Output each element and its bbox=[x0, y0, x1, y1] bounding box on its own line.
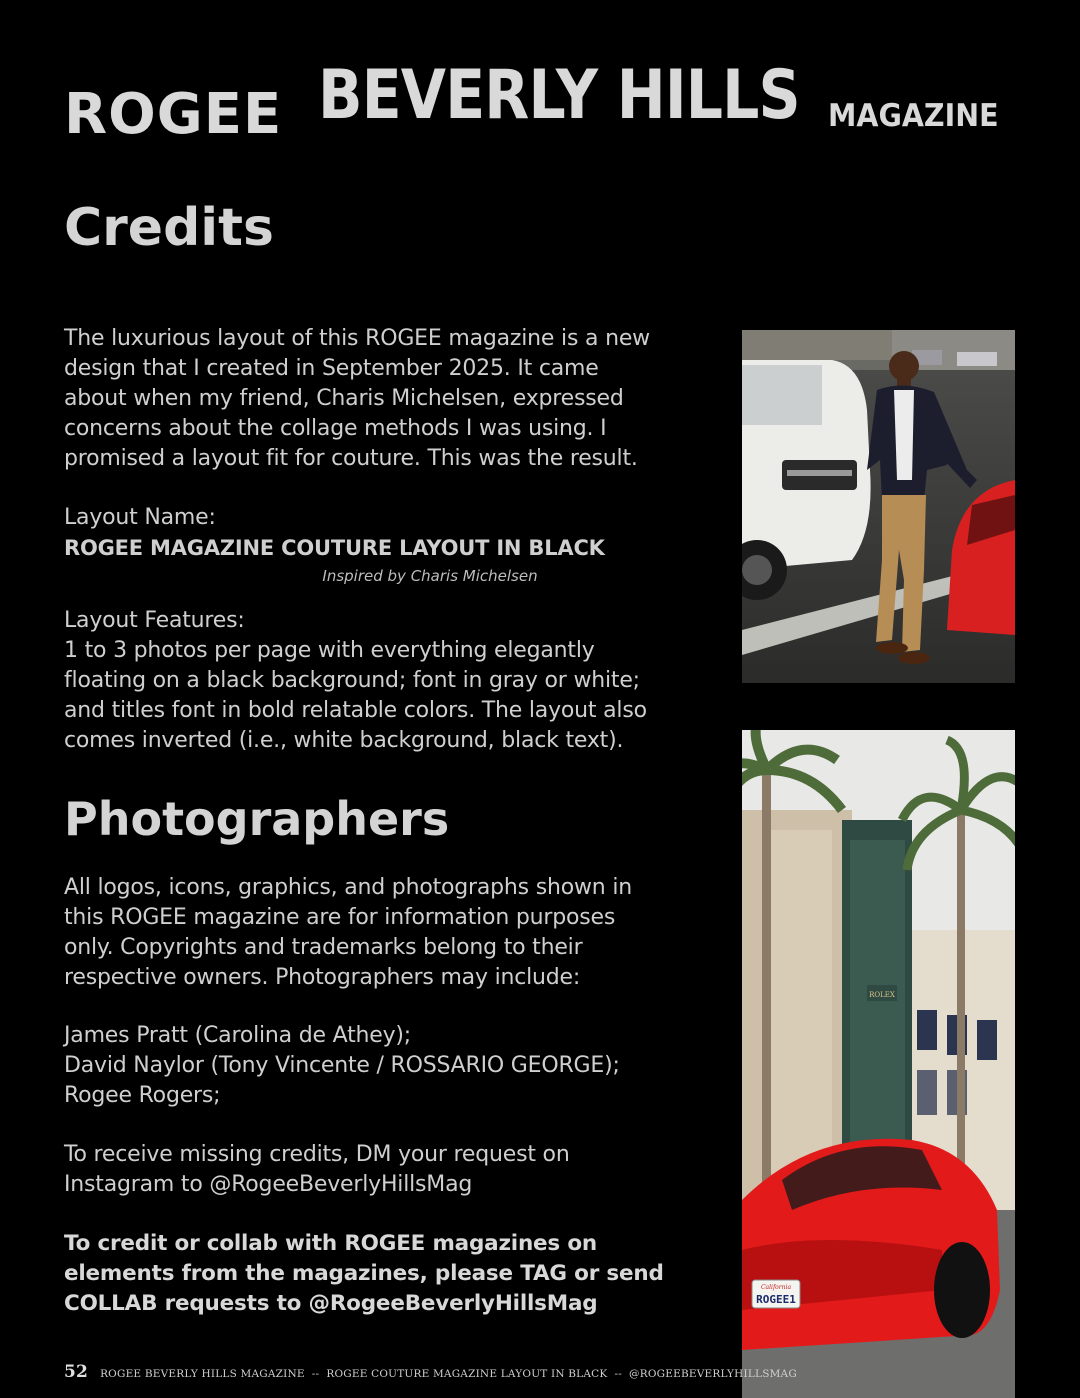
disclaimer-line: only. Copyrights and trademarks belong to their bbox=[64, 935, 583, 960]
disclaimer-line: this ROGEE magazine are for information purposes bbox=[64, 905, 616, 930]
photographer-name: Rogee Rogers; bbox=[64, 1083, 221, 1108]
credits-intro bbox=[64, 324, 724, 474]
photo-man-with-cars bbox=[742, 330, 1015, 683]
collab-line: To credit or collab with ROGEE magazines on bbox=[64, 1231, 597, 1256]
layout-features bbox=[64, 606, 724, 756]
missing-line: Instagram to @RogeeBeverlyHillsMag bbox=[64, 1172, 473, 1197]
masthead-beverly-hills: BEVERLY HILLS bbox=[318, 56, 800, 135]
features-line: comes inverted (i.e., white background, black text). bbox=[64, 728, 624, 753]
missing-credits bbox=[64, 1140, 724, 1200]
features-line: floating on a black background; font in gray or white; bbox=[64, 668, 640, 693]
disclaimer-line: All logos, icons, graphics, and photographs shown in bbox=[64, 875, 632, 900]
features-line: and titles font in bold relatable colors. The layout also bbox=[64, 698, 647, 723]
layout-name-label: Layout Name: bbox=[64, 505, 216, 530]
rolex-sign: ROLEX bbox=[869, 991, 895, 999]
footer-text: ROGEE BEVERLY HILLS MAGAZINE -- ROGEE COUTURE MAGAZINE LAYOUT IN BLACK -- @ROGEEBEVERLYHILLSMAG bbox=[100, 1368, 797, 1380]
plate-state: California bbox=[760, 1284, 792, 1291]
intro-line: concerns about the collage methods I was using. I bbox=[64, 416, 607, 441]
features-label: Layout Features: bbox=[64, 608, 245, 633]
masthead bbox=[64, 56, 1024, 146]
disclaimer-line: respective owners. Photographers may include: bbox=[64, 965, 581, 990]
page-number: 52 bbox=[64, 1362, 89, 1382]
features-line: 1 to 3 photos per page with everything elegantly bbox=[64, 638, 595, 663]
missing-line: To receive missing credits, DM your request on bbox=[64, 1142, 570, 1167]
layout-name: ROGEE MAGAZINE COUTURE LAYOUT IN BLACK bbox=[64, 536, 605, 560]
intro-line: The luxurious layout of this ROGEE magazine is a new bbox=[64, 326, 650, 351]
photo-red-corvette-rodeo bbox=[742, 730, 1015, 1398]
intro-line: promised a layout fit for couture. This was the result. bbox=[64, 446, 638, 471]
license-plate: ROGEE1 bbox=[756, 1293, 796, 1306]
photographers-heading: Photographers bbox=[64, 792, 450, 846]
collab-line: COLLAB requests to @RogeeBeverlyHillsMag bbox=[64, 1291, 598, 1316]
intro-line: design that I created in September 2025. It came bbox=[64, 356, 599, 381]
masthead-rogee: ROGEE bbox=[64, 82, 283, 147]
footer bbox=[64, 1362, 1024, 1382]
collab-request bbox=[64, 1229, 724, 1319]
collab-line: elements from the magazines, please TAG or send bbox=[64, 1261, 664, 1286]
masthead-magazine: MAGAZINE bbox=[828, 98, 999, 134]
photographer-name: David Naylor (Tony Vincente / ROSSARIO GEORGE); bbox=[64, 1053, 620, 1078]
inspired-by: Inspired by Charis Michelsen bbox=[322, 567, 538, 585]
photographers-disclaimer bbox=[64, 873, 724, 993]
credits-heading: Credits bbox=[64, 198, 274, 258]
photographer-names bbox=[64, 1021, 724, 1111]
photographer-name: James Pratt (Carolina de Athey); bbox=[64, 1023, 412, 1048]
intro-line: about when my friend, Charis Michelsen, expressed bbox=[64, 386, 624, 411]
